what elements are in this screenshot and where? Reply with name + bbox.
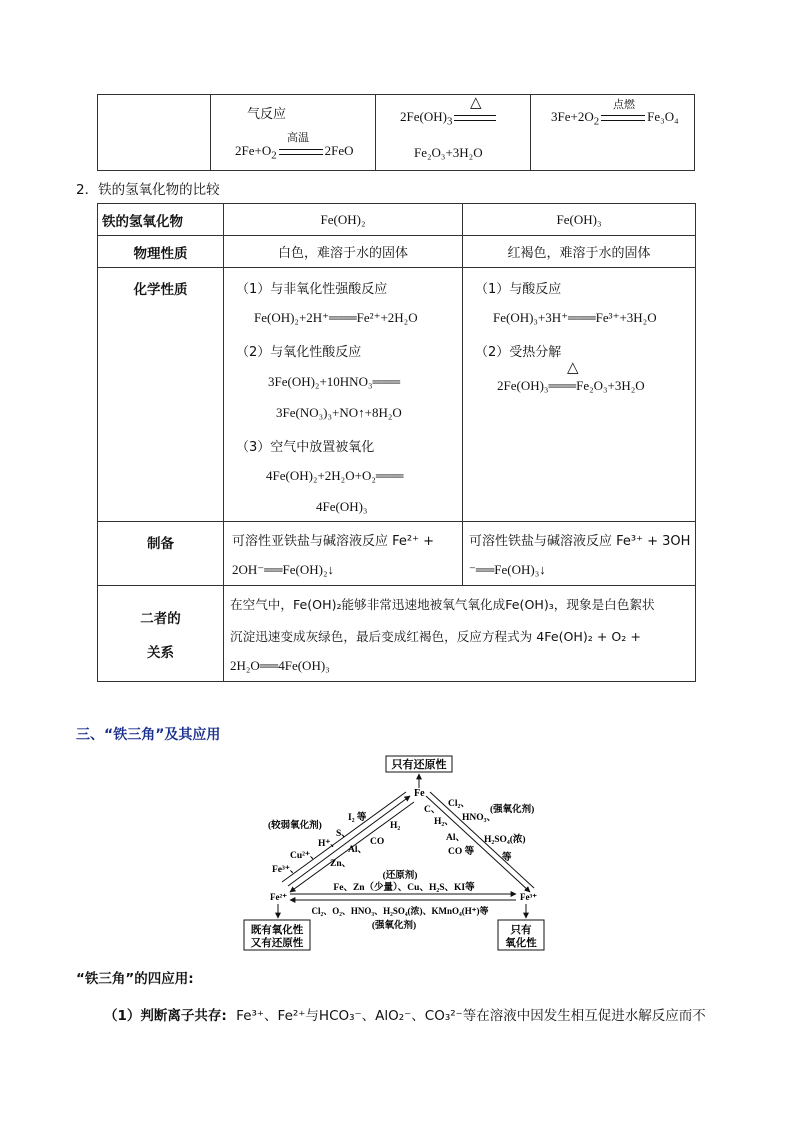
relation-line2: 沉淀迅速变成灰绿色，最后变成红褐色，反应方程式为 4Fe(OH)₂ + O₂ + bbox=[230, 629, 641, 644]
section3-title: 三、“铁三角”及其应用 bbox=[76, 727, 221, 743]
equation-decompose bbox=[400, 109, 498, 128]
condition-ignite: 点燃 bbox=[613, 98, 635, 111]
hydroxide-compare-table bbox=[97, 203, 696, 682]
relation-text bbox=[224, 586, 696, 682]
table-header-fe-oh-2: Fe(OH)₂ bbox=[224, 204, 463, 236]
chem-fe3-equation: Fe(OH)₃+3H⁺═══Fe³⁺+3H₂O bbox=[493, 310, 657, 325]
right-box-line2: 氧化性 bbox=[505, 938, 537, 949]
equation-left-sub: 3 bbox=[446, 115, 453, 128]
relation-label-2: 关系 bbox=[147, 644, 174, 661]
top-box-label: 只有还原性 bbox=[391, 759, 447, 771]
equation-left: 2Fe+O bbox=[235, 143, 272, 158]
left-reductant: Zn、 bbox=[330, 859, 352, 869]
top-table-cell-fe3o4 bbox=[531, 95, 695, 171]
right-reductant: Al、 bbox=[446, 833, 466, 843]
equation-left-sub: 2 bbox=[271, 149, 277, 162]
equation-equals bbox=[601, 115, 645, 121]
physical-fe-oh-2: 白色，难溶于水的固体 bbox=[224, 236, 463, 268]
chem-fe2-equation: 4Fe(OH)₃ bbox=[316, 499, 368, 514]
equation-fe3o4 bbox=[551, 109, 679, 128]
top-middle-reagents: Fe、Zn（少量）、Cu、H₂S、KI等 bbox=[333, 883, 475, 893]
relation-label-1: 二者的 bbox=[140, 610, 181, 627]
left-reagent: Cu²⁺、 bbox=[290, 851, 320, 861]
chem-fe2-equation: 3Fe(OH)₂+10HNO₃═══ bbox=[268, 374, 401, 389]
left-box-line1: 既有氧化性 bbox=[250, 925, 304, 936]
row-label-chemical: 化学性质 bbox=[98, 268, 224, 522]
table-header-hydroxide: 铁的氢氧化物 bbox=[98, 204, 224, 236]
right-oxidant-label: (强氧化剂) bbox=[490, 805, 535, 815]
left-reductant: H₂ bbox=[390, 821, 401, 831]
use1-paragraph bbox=[104, 1004, 706, 1024]
row-label-physical: 物理性质 bbox=[98, 236, 224, 268]
right-oxidant: Cl₂、 bbox=[448, 799, 470, 809]
chem-fe2-equation: Fe(OH)₂+2H⁺═══Fe²⁺+2H₂O bbox=[254, 310, 418, 325]
equation-equals bbox=[279, 149, 323, 155]
equation-left-sub: 2 bbox=[593, 115, 600, 128]
reductant-label: (还原剂) bbox=[382, 871, 418, 881]
right-oxidant: 等 bbox=[502, 853, 512, 863]
left-reagent: H⁺、 bbox=[318, 839, 340, 849]
right-reductant: C、 bbox=[424, 805, 441, 815]
chem-fe2-line: （3）空气中放置被氧化 bbox=[236, 440, 375, 455]
equation-right: Fe₃O₄ bbox=[647, 109, 679, 124]
prep-fe2-line2: 2OH⁻══Fe(OH)₂↓ bbox=[232, 562, 335, 577]
iron-triangle-diagram bbox=[240, 752, 560, 957]
equation-right-line: Fe₂O₃+3H₂O bbox=[414, 145, 483, 160]
use1-text: Fe³⁺、Fe²⁺与HCO₃⁻、AlO₂⁻、CO₃²⁻等在溶液中因发生相互促进水解反应而不 bbox=[236, 1008, 706, 1024]
left-reductant: I₂ 等 bbox=[348, 813, 367, 823]
chemical-fe-oh-2 bbox=[224, 268, 463, 522]
fe3-node: Fe³⁺ bbox=[520, 892, 537, 902]
physical-fe-oh-3: 红褐色，难溶于水的固体 bbox=[463, 236, 696, 268]
top-table-cell-feo bbox=[211, 95, 376, 171]
row-label-prep: 制备 bbox=[98, 522, 224, 586]
chem-fe2-equation: 3Fe(NO₃)₃+NO↑+8H₂O bbox=[276, 405, 402, 420]
section2-title: 2．铁的氢氧化物的比较 bbox=[76, 182, 220, 198]
prep-fe3-line2: ⁻══Fe(OH)₃↓ bbox=[469, 562, 546, 577]
top-table-cell-fe2o3 bbox=[376, 95, 531, 171]
equation-feo bbox=[235, 143, 354, 162]
left-box-line2: 又有还原性 bbox=[250, 938, 304, 949]
equation-left: 2Fe(OH) bbox=[400, 109, 447, 124]
condition-high-temp: 高温 bbox=[287, 132, 309, 144]
four-uses-title: “铁三角”的四应用: bbox=[76, 971, 194, 987]
relation-line1: 在空气中，Fe(OH)₂能够非常迅速地被氧气氧化成Fe(OH)₃，现象是白色絮状 bbox=[230, 597, 655, 612]
chemical-fe-oh-3 bbox=[463, 268, 696, 522]
condition-heat: △ bbox=[470, 95, 482, 111]
prep-fe-oh-3 bbox=[463, 522, 696, 586]
right-oxidant: H₂SO₄(浓) bbox=[484, 835, 526, 845]
prep-fe3-line1: 可溶性铁盐与碱溶液反应 Fe³⁺ + 3OH bbox=[469, 534, 691, 549]
top-reaction-table bbox=[97, 94, 695, 171]
chem-fe2-line: （1）与非氧化性强酸反应 bbox=[236, 282, 388, 297]
chem-fe3-equation: 2Fe(OH)₃═══Fe₂O₃+3H₂O bbox=[497, 378, 645, 393]
left-reagent: Fe³⁺、 bbox=[272, 865, 300, 875]
table-header-fe-oh-3: Fe(OH)₃ bbox=[463, 204, 696, 236]
heat-symbol: △ bbox=[567, 360, 579, 376]
use1-label: （1）判断离子共存: bbox=[104, 1008, 227, 1024]
strong-oxidant-label: (强氧化剂) bbox=[371, 921, 417, 931]
left-oxidant-label: (较弱氧化剂) bbox=[268, 821, 322, 831]
prep-fe-oh-2 bbox=[224, 522, 463, 586]
right-oxidant: HNO₃、 bbox=[462, 813, 496, 823]
top-cell-line1: 气反应 bbox=[247, 107, 287, 122]
equation-equals bbox=[454, 115, 496, 121]
fe-node: Fe bbox=[414, 788, 425, 799]
chem-fe3-line: （1）与酸反应 bbox=[475, 282, 562, 297]
equation-right: 2FeO bbox=[324, 143, 354, 158]
chem-fe3-line: （2）受热分解 bbox=[475, 345, 562, 360]
relation-line3: 2H₂O══4Fe(OH)₃ bbox=[230, 658, 330, 673]
left-reductant: CO bbox=[370, 837, 385, 847]
prep-fe2-line1: 可溶性亚铁盐与碱溶液反应 Fe²⁺ + bbox=[232, 534, 434, 549]
fe2-node: Fe²⁺ bbox=[270, 892, 287, 902]
top-table-cell-empty bbox=[98, 95, 211, 171]
left-reagent: S、 bbox=[336, 829, 351, 839]
left-reductant: Al、 bbox=[348, 845, 368, 855]
right-reductant: CO 等 bbox=[448, 847, 475, 857]
chem-fe2-equation: 4Fe(OH)₂+2H₂O+O₂═══ bbox=[266, 468, 404, 483]
row-label-relation bbox=[98, 586, 224, 682]
right-reductant: H₂、 bbox=[434, 817, 454, 827]
right-box-line1: 只有 bbox=[510, 925, 532, 936]
equation-left: 3Fe+2O bbox=[551, 109, 594, 124]
bottom-middle-reagents: Cl₂、O₂、HNO₃、H₂SO₄(浓)、KMnO₄(H⁺)等 bbox=[311, 906, 489, 916]
chem-fe2-line: （2）与氧化性酸反应 bbox=[236, 345, 362, 360]
